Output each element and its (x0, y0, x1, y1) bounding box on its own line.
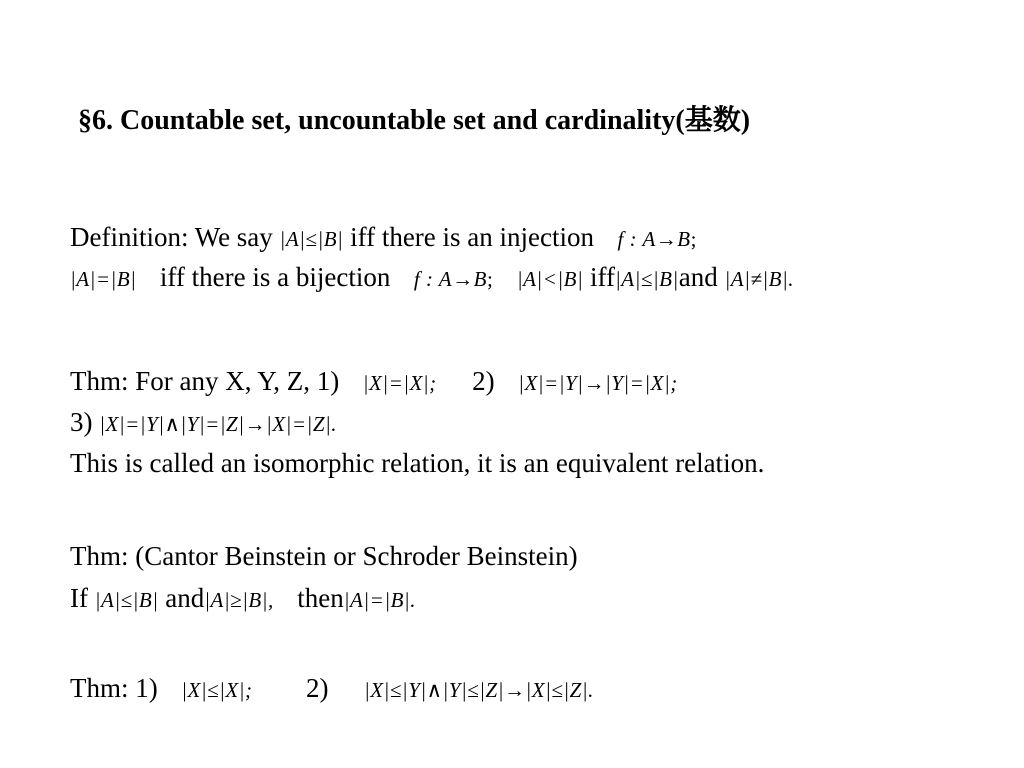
math-a-ne-b: |A|≠|B|. (724, 267, 795, 291)
math-x-le-x: |X|≤|X|; (181, 678, 253, 702)
definition-line-2 (70, 262, 794, 293)
slide-title: §6. Countable set, uncountable set and cardinality(基数) (78, 105, 751, 136)
definition-bijection-text: iff there is a bijection (159, 262, 391, 292)
punct-semicolon-2: ; (486, 267, 494, 291)
thm1-remark: This is called an isomorphic relation, it is an equivalent relation. (70, 448, 765, 478)
math-x-eq-x: |X|=|X|; (362, 371, 437, 395)
thm2-line-2 (70, 583, 416, 614)
definition-injection-text: iff there is an injection (350, 222, 595, 252)
thm1-line-1 (70, 366, 678, 397)
thm1-line-3 (70, 448, 764, 479)
thm2-heading: Thm: (Cantor Beinstein or Schroder Beinstein) (70, 541, 578, 571)
thm1-line-2 (70, 407, 337, 438)
thm3-intro: Thm: 1) (70, 673, 158, 703)
punct-semicolon: ; (690, 227, 697, 251)
math-a-eq-b-2: |A|=|B|. (343, 588, 416, 612)
math-injection-map: f : A→B (617, 227, 691, 251)
definition-iff: iff (589, 262, 615, 292)
thm2-line-1 (70, 541, 578, 572)
thm3-line (70, 673, 594, 704)
thm2-and: and (165, 583, 205, 613)
math-transitivity: |X|=|Y|∧|Y|=|Z|→|X|=|Z|. (99, 412, 338, 436)
definition-intro: Definition: We say (70, 222, 273, 252)
math-a-le-b: |A|≤|B| (279, 227, 344, 251)
thm2-then: then (297, 583, 344, 613)
math-a-ge-b: |A|≥|B|, (204, 588, 274, 612)
math-a-lt-b: |A|<|B| (516, 267, 584, 291)
definition-line-1 (70, 222, 697, 253)
math-a-eq-b: |A|=|B| (70, 267, 137, 291)
thm2-if: If (70, 583, 88, 613)
definition-and: and (678, 262, 718, 292)
math-a-le-b-3: |A|≤|B| (94, 588, 159, 612)
thm1-item-2: 2) (472, 366, 495, 396)
math-le-transitivity: |X|≤|Y|∧|Y|≤|Z|→|X|≤|Z|. (364, 678, 594, 702)
thm3-item-2: 2) (306, 673, 329, 703)
thm1-intro: Thm: For any X, Y, Z, 1) (70, 366, 340, 396)
math-bijection-map: f : A→B (413, 267, 487, 291)
math-a-le-b-2: |A|≤|B| (614, 267, 679, 291)
math-symmetry: |X|=|Y|→|Y|=|X|; (518, 371, 678, 395)
thm1-item-3: 3) (70, 407, 93, 437)
